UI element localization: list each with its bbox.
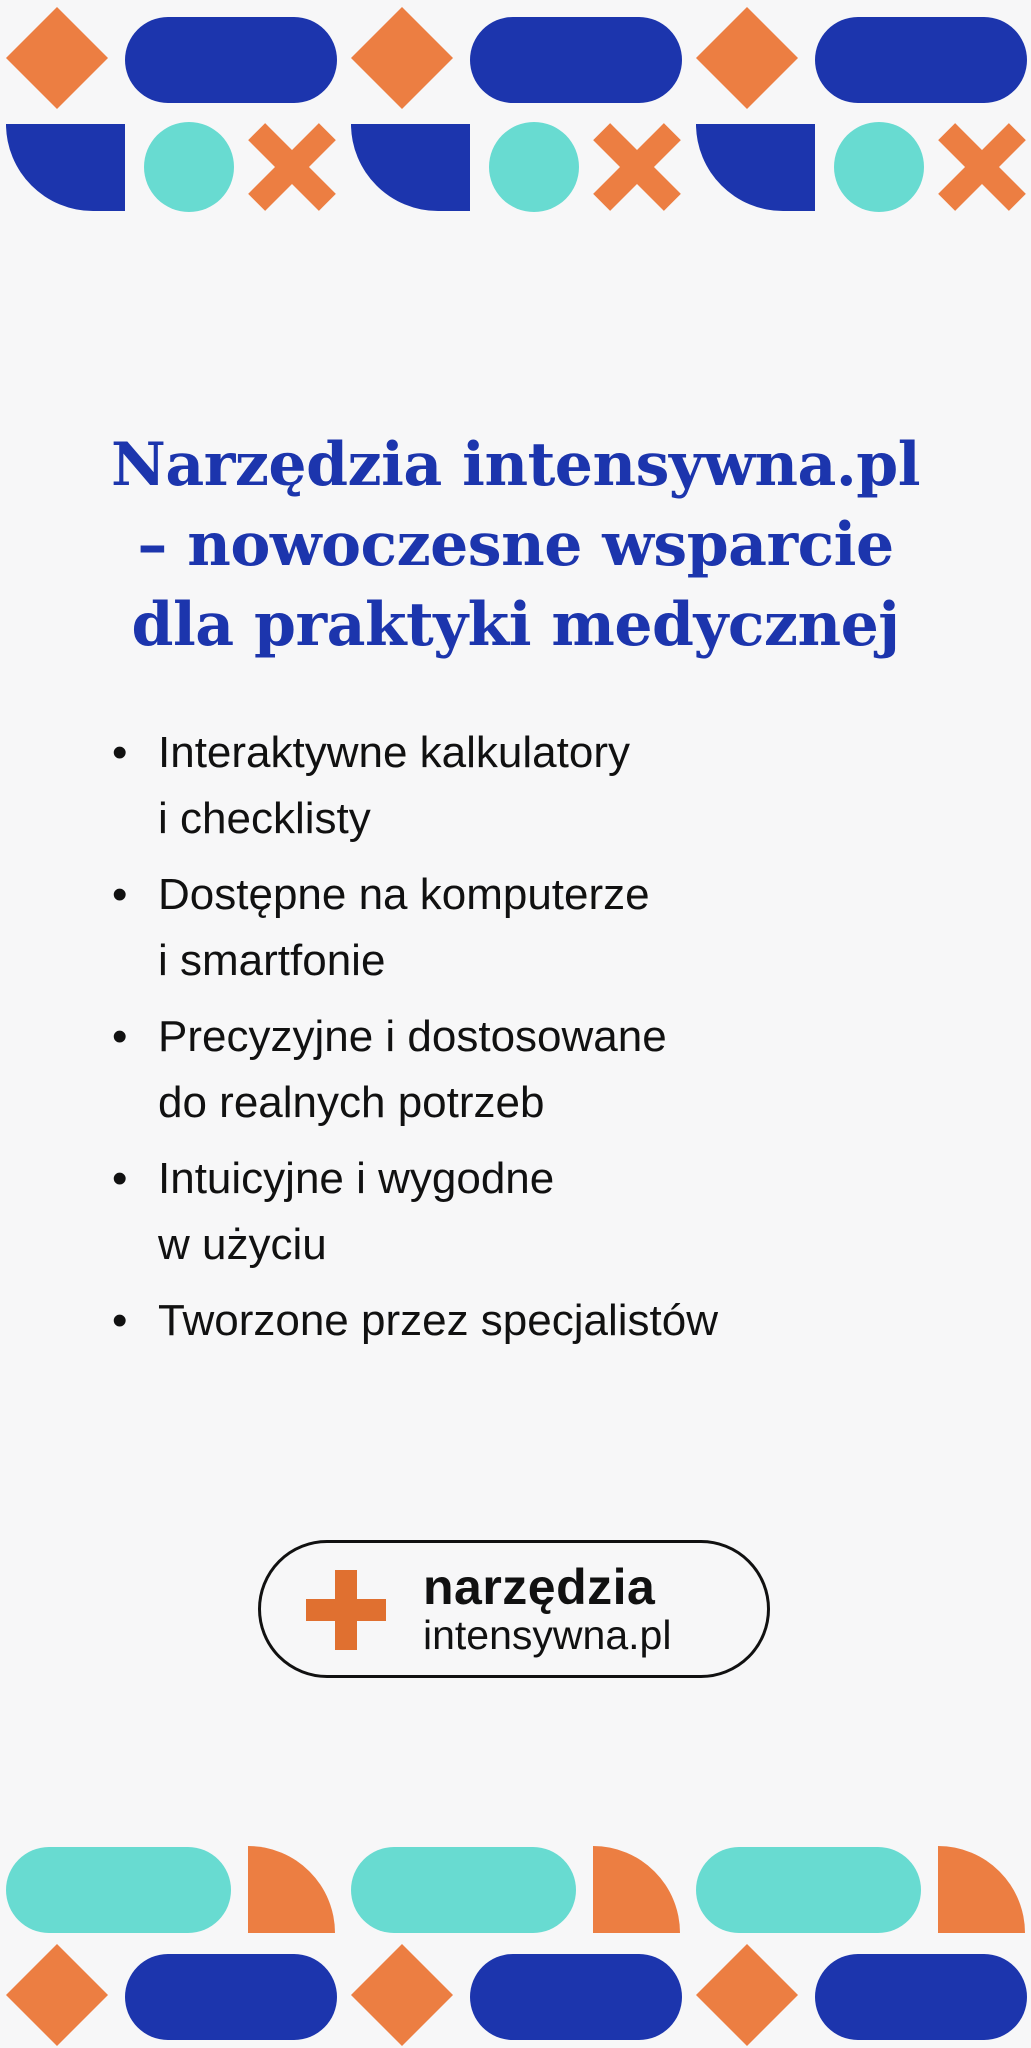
bullet-icon: • xyxy=(112,728,128,777)
cross-shape xyxy=(938,123,1026,211)
bullet-icon: • xyxy=(112,1012,128,1061)
pill-shape xyxy=(6,1847,231,1933)
logo-main-text: narzędzia xyxy=(423,1559,656,1615)
feature-text: do realnych potrzeb xyxy=(158,1078,545,1127)
feature-text: w użyciu xyxy=(158,1220,327,1269)
headline xyxy=(60,425,971,665)
pill-shape xyxy=(125,1954,337,2040)
brand-logo xyxy=(258,1540,770,1678)
headline-line: dla praktyki medycznej xyxy=(131,590,900,660)
bullet-icon: • xyxy=(112,1296,128,1345)
pattern-tile xyxy=(696,1944,1027,2046)
pattern-tile xyxy=(351,122,681,212)
quarter-circle-shape xyxy=(6,124,125,211)
plus-icon xyxy=(306,1570,386,1650)
pill-shape xyxy=(815,17,1027,103)
pattern-tile xyxy=(6,122,336,212)
pattern-tile xyxy=(6,7,337,109)
feature-text: Dostępne na komputerze xyxy=(158,870,650,919)
quarter-circle-shape xyxy=(938,1846,1025,1933)
feature-text: Intuicyjne i wygodne xyxy=(158,1154,555,1203)
feature-text: Interaktywne kalkulatory xyxy=(158,728,630,777)
diamond-shape xyxy=(351,1944,453,2046)
pill-shape xyxy=(351,1847,576,1933)
diamond-shape xyxy=(696,1944,798,2046)
circle-shape xyxy=(144,122,234,212)
bullet-icon: • xyxy=(112,870,128,919)
logo-sub-text: intensywna.pl xyxy=(423,1612,672,1658)
feature-item xyxy=(110,720,930,852)
circle-shape xyxy=(489,122,579,212)
feature-item xyxy=(110,1288,930,1354)
diamond-shape xyxy=(6,1944,108,2046)
quarter-circle-shape xyxy=(696,124,815,211)
headline-line: – nowoczesne wsparcie xyxy=(137,510,894,580)
top-decorative-pattern xyxy=(0,0,1031,220)
pattern-tile xyxy=(696,122,1026,212)
feature-text: i checklisty xyxy=(158,794,371,843)
pattern-tile xyxy=(6,1944,337,2046)
feature-item xyxy=(110,1004,930,1136)
pattern-tile xyxy=(351,1846,680,1933)
pill-shape xyxy=(815,1954,1027,2040)
feature-text: i smartfonie xyxy=(158,936,386,985)
diamond-shape xyxy=(6,7,108,109)
feature-text: Tworzone przez specjalistów xyxy=(158,1296,719,1345)
headline-line: Narzędzia intensywna.pl xyxy=(110,430,921,500)
pill-shape xyxy=(470,1954,682,2040)
feature-text: Precyzyjne i dostosowane xyxy=(158,1012,667,1061)
diamond-shape xyxy=(696,7,798,109)
pattern-tile xyxy=(6,1846,335,1933)
quarter-circle-shape xyxy=(351,124,470,211)
logo-wordmark xyxy=(423,1561,671,1657)
pattern-tile xyxy=(696,1846,1025,1933)
pill-shape xyxy=(470,17,682,103)
quarter-circle-shape xyxy=(248,1846,335,1933)
quarter-circle-shape xyxy=(593,1846,680,1933)
pill-shape xyxy=(696,1847,921,1933)
pattern-tile xyxy=(351,1944,682,2046)
circle-shape xyxy=(834,122,924,212)
pattern-tile xyxy=(351,7,682,109)
pill-shape xyxy=(125,17,337,103)
diamond-shape xyxy=(351,7,453,109)
cross-shape xyxy=(248,123,336,211)
cross-shape xyxy=(593,123,681,211)
feature-list xyxy=(110,720,930,1364)
pattern-tile xyxy=(696,7,1027,109)
feature-item xyxy=(110,1146,930,1278)
feature-item xyxy=(110,862,930,994)
bullet-icon: • xyxy=(112,1154,128,1203)
bottom-decorative-pattern xyxy=(0,1828,1031,2048)
